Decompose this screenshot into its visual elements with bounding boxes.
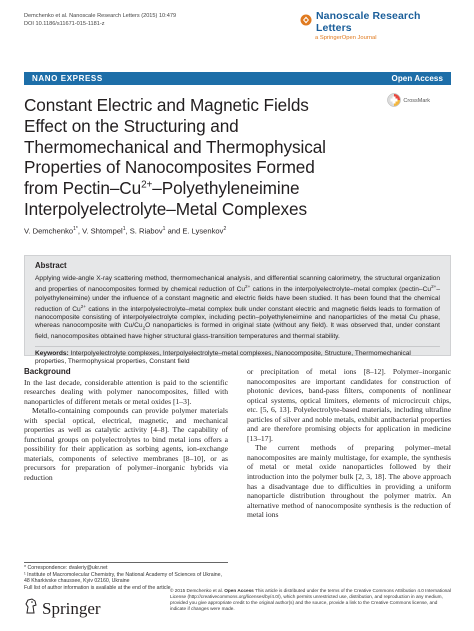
article-title: Constant Electric and Magnetic Fields Effect on the Structuring and Thermomechanical and Thermophysical Properties of Nanocomposites Formed from Pectin–$Cu^{2+}$–Polyethyleneimine Interpolyelectrolyte–Metal Complexes (24, 95, 326, 219)
journal-subtitle: a SpringerOpen Journal (315, 35, 377, 41)
body-column-left (24, 367, 228, 483)
section-heading-background: Background (24, 367, 71, 376)
crossmark-label: CrossMark (403, 98, 430, 104)
abstract-box (24, 255, 451, 366)
article-type-label: NANO EXPRESS (32, 74, 103, 83)
correspondence-email[interactable]: * Correspondence: dvaleriy@ukr.net (24, 565, 108, 571)
open-access-label: Open Access (391, 74, 443, 83)
journal-logo[interactable] (300, 10, 450, 41)
footnotes (24, 562, 228, 591)
keywords-label: Keywords: (35, 350, 69, 358)
article-type-bar (24, 72, 451, 85)
license-text: © 2015 Demchenko et al. Open Access This article is distributed under the terms of the Creative Commons Attribution 4.0 International License (http://creativecommons.org/licenses/by/4.0/), which permits unrestricted use, distribution, and reproduction in any medium, provided you give appropriate credit to the original author(s) and the source, provide a link to the Creative Commons license, and indicate if changes were made. (170, 588, 451, 611)
citation-header (24, 12, 176, 28)
body-paragraph: or precipitation of metal ions [8–12]. Polymer–inorganic nanocomposites are important candidates for construction of photonic devices, band-pass filters, components of nonlinear optical systems, optical limiters, elements of microcircuit chips, etc. [5, 6, 13]. Polyelectrolyte-based materials, including ultrafine particles of silver and noble metals, exhibit antibacterial properties and are therefore promising objects for application in medicine [13–17]. (247, 367, 451, 443)
springer-horse-icon (24, 598, 38, 619)
affiliation: ¹ Institute of Macromolecular Chemistry, the National Academy of Sciences of Ukraine, 48 Kharkivske chaussee, Kyiv 02160, Ukraine (24, 571, 222, 585)
body-column-right (247, 367, 451, 520)
body-paragraph: The current methods of preparing polymer–metal nanocomposites are mainly multistage, for example, the synthesis of metal or metal oxide nanoparticles followed by their introduction into the polymer bulk [2, 3, 18]. The above approach has a disadvantage due to difficulties in providing a uniform nanoparticle distribution throughout the polymer matrix. An alternative method of nanocomposite synthesis is the reduction of metal ions (247, 443, 451, 520)
doi-line[interactable]: DOI 10.1186/s11671-015-1181-z (24, 21, 105, 27)
citation-line: Demchenko et al. Nanoscale Research Letters (2015) 10:479 (24, 13, 177, 19)
crossmark-badge[interactable] (387, 93, 430, 109)
abstract-heading: Abstract (35, 261, 67, 270)
crossmark-icon (387, 93, 401, 109)
author-info-note: Full list of author information is available at the end of the article (24, 584, 171, 591)
journal-title: Nanoscale Research Letters (316, 10, 421, 34)
springer-wordmark: Springer (42, 598, 101, 618)
author-list: V. Demchenko$^{1*}$, V. Shtompel$^1$, S. Riabov$^1$ and E. Lysenkov$^2$ (24, 226, 227, 236)
body-paragraph: In the last decade, considerable attention is paid to the scientific researches dealing with polymer nanocomposites, filled with nanoparticles of different metals or metal oxides [1–3]. (24, 377, 228, 406)
keywords (35, 346, 440, 366)
body-paragraph: Metallo-containing compounds can provide polymer materials with special optical, electrical, magnetic, and mechanical properties as well as catalytic activity [4–8]. The capability of functional groups on polyelectrolytes to bind metal ions offers a possibility for their application as sorbing agents, ion-exchange materials, components of selective membranes [8–10], or as precursors for preparation of polymer–inorganic hybrids via reduction (24, 406, 228, 483)
journal-logo-icon (300, 13, 312, 31)
abstract-text: Applying wide-angle X-ray scattering method, thermomechanical analysis, and differential scanning calorimetry, the structural organization and properties of nanocomposites formed by chemical reduction of $Cu^{2+}$ cations in the interpolyelectrolyte–metal complex $(pectin-Cu^{2+}-polyethyleneimine)$ under the influence of a constant magnetic and electric fields have been studied. It has been found that the chemical reduction of $Cu^{2+}$ cations in the interpolyelectrolyte–metal complex bulk under constant electric and magnetic fields leads to formation of nanocomposite consisting of interpolyelectrolyte complex, including pectin–polyethyleneimine and nanoparticles of the metal Cu phase, whereas nanocomposite with $Cu/Cu_2O$ nanoparticles is formed in original state (without any field). It was observed that, under constant field, nanocomposites obtained have higher structural glass-transition temperatures and thermal stability. (35, 275, 441, 340)
keywords-text: Interpolyelectrolyte complexes, Interpolyelectrolyte–metal complexes, Nanocomposite, Structure, Thermomechanical properties, Thermophysical properties, Constant field (35, 350, 411, 366)
springer-logo[interactable] (24, 598, 101, 619)
